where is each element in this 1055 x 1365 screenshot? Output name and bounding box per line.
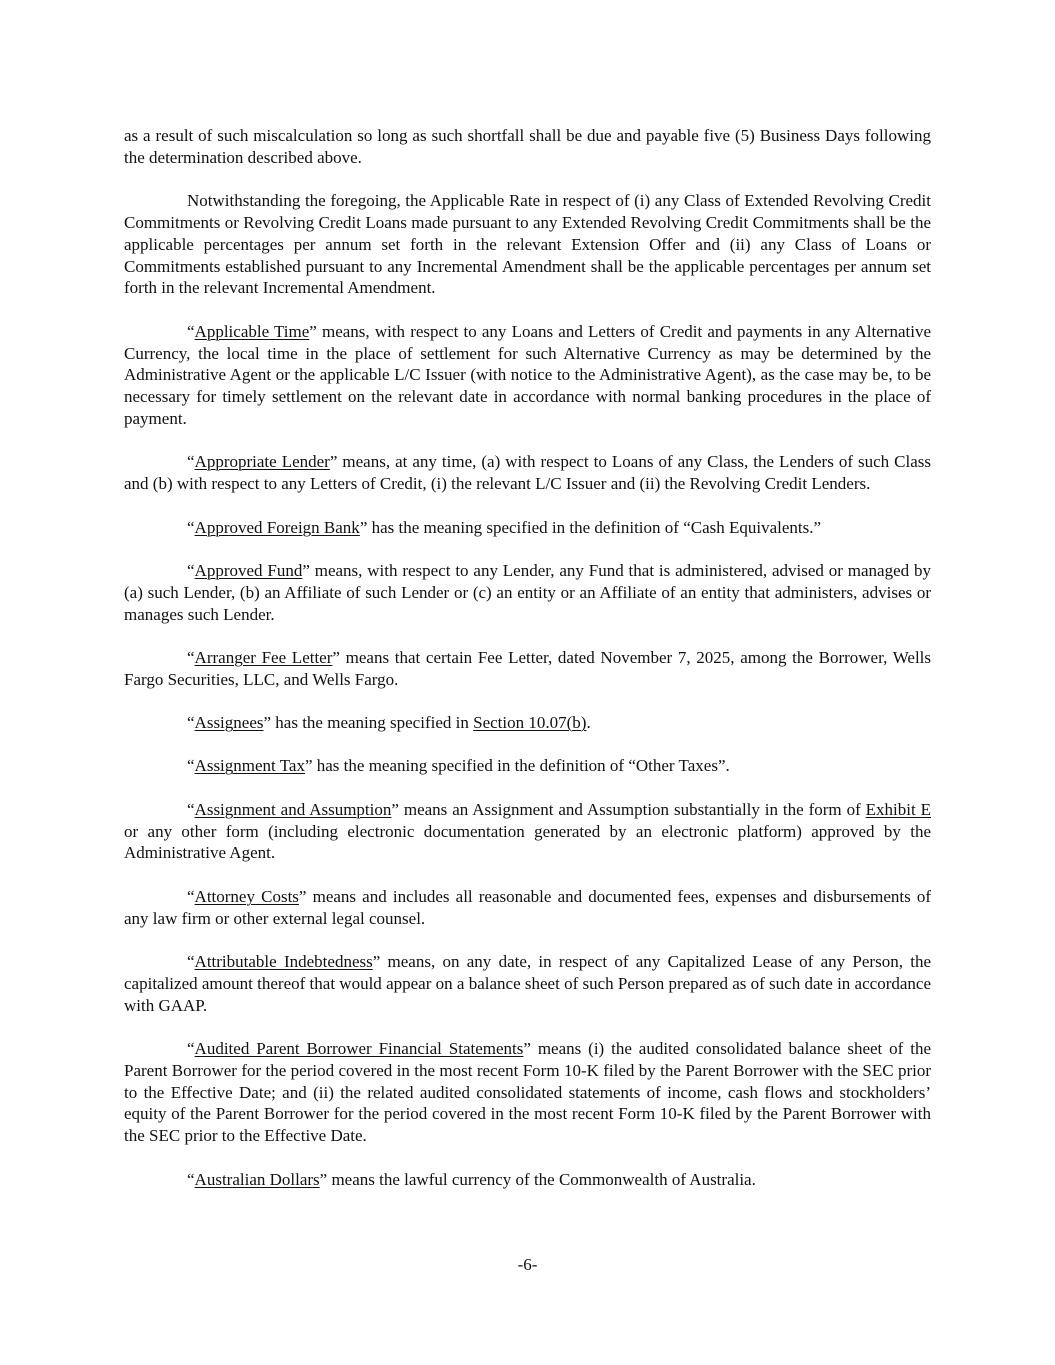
defined-term: Assignees [194,713,264,733]
definition-text: . [586,713,591,733]
document-page [124,125,931,1190]
open-quote: “ [187,952,195,972]
close-quote: ” [302,560,310,580]
page-number: -6- [517,1255,538,1274]
open-quote: “ [187,321,195,341]
definition-text: means the lawful currency of the Commonwealth of Australia. [327,1169,756,1189]
open-quote: “ [187,756,195,776]
definition-text: has the meaning specified in [271,713,474,733]
defined-term: Attorney Costs [194,886,299,906]
close-quote: ” [304,756,313,776]
close-quote: ” [332,647,340,667]
definition-text: has the meaning specified in the definition of “Other Taxes”. [312,756,730,776]
close-quote: ” [523,1039,531,1059]
definition-audited-parent-borrower-financial-statements [124,1038,931,1147]
definition-text: means, on any date, in respect of any Capitalized Lease of any Person, the capitalized amount thereof that would appear on a balance sheet of such Person prepared as of such date in accordance with GAAP. [124,952,931,1015]
definition-australian-dollars [124,1169,931,1191]
definition-text: means and includes all reasonable and documented fees, expenses and disbursements of any law firm or other external legal counsel. [124,886,932,928]
defined-term: Appropriate Lender [194,452,330,472]
close-quote: ” [309,321,317,341]
definition-text: means, with respect to any Lender, any Fund that is administered, advised or managed by (a) such Lender, (b) an Affiliate of such Lender or (c) an entity or an Affiliate of an entity that administers, advises or manages such Lender. [124,560,931,624]
open-quote: “ [187,647,195,667]
definition-assignees [124,712,931,734]
definition-approved-fund [124,560,931,625]
open-quote: “ [187,560,195,580]
definition-text: has the meaning specified in the definition of “Cash Equivalents.” [367,517,822,537]
definition-assignment-tax [124,755,931,777]
definition-applicable-time [124,321,931,430]
section-reference: Section 10.07(b) [473,713,587,733]
definition-arranger-fee-letter [124,647,931,691]
defined-term: Applicable Time [194,321,310,341]
definition-text: means, at any time, (a) with respect to Loans of any Class, the Lenders of such Class and (b) with respect to any Letters of Credit, (i) the relevant L/C Issuer and (ii) the Revolving Credit Lenders. [124,452,931,494]
paragraph-text: Notwithstanding the foregoing, the Applicable Rate in respect of (i) any Class of Extended Revolving Credit Commitments or Revolving Credit Loans made pursuant to any Extended Revolving Credit Commitments shall be the applicable percentages per annum set forth in the relevant Extension Offer and (ii) any Class of Loans or Commitments established pursuant to any Incremental Amendment shall be the applicable percentages per annum set forth in the relevant Incremental Amendment. [124,191,931,298]
close-quote: ” [372,952,381,972]
definition-appropriate-lender [124,451,931,495]
definition-text: means, with respect to any Loans and Letters of Credit and payments in any Alternative Currency, the local time in the place of settlement for such Alternative Currency as may be determined by the Administrative Agent or the applicable L/C Issuer (with notice to the Administrative Agent), as the case may be, to be necessary for timely settlement on the relevant date in accordance with normal banking procedures in the place of payment. [124,321,931,428]
close-quote: ” [319,1169,328,1189]
defined-term: Assignment Tax [194,756,305,776]
definition-text: means (i) the audited consolidated balance sheet of the Parent Borrower for the period covered in the most recent Form 10-K filed by the Parent Borrower with the SEC prior to the Effective Date; and (ii) the related audited consolidated statements of income, cash flows and stockholders’ equity of the Parent Borrower for the period covered in the most recent Form 10-K filed by the Parent Borrower with the SEC prior to the Effective Date. [124,1039,932,1146]
paragraph-continuation [124,125,931,169]
defined-term: Assignment and Assumption [194,799,392,819]
paragraph-text: as a result of such miscalculation so long as such shortfall shall be due and payable five (5) Business Days following the determination described above. [124,126,931,167]
definition-approved-foreign-bank [124,517,931,539]
open-quote: “ [187,1169,195,1189]
close-quote: ” [298,886,307,906]
open-quote: “ [187,799,195,819]
paragraph-applicable-rate-note [124,190,931,299]
definition-attorney-costs [124,886,931,930]
definition-text: means an Assignment and Assumption substantially in the form of [398,799,866,819]
definition-text: or any other form (including electronic documentation generated by an electronic platform) approved by the Administrative Agent. [124,821,931,863]
close-quote: ” [391,799,399,819]
close-quote: ” [359,517,368,537]
definition-attributable-indebtedness [124,951,931,1016]
close-quote: ” [263,713,272,733]
defined-term: Approved Fund [194,560,303,580]
defined-term: Audited Parent Borrower Financial Statements [194,1039,524,1059]
open-quote: “ [187,886,195,906]
open-quote: “ [187,713,195,733]
open-quote: “ [187,517,195,537]
open-quote: “ [187,452,195,472]
defined-term: Attributable Indebtedness [194,952,373,972]
close-quote: ” [329,452,338,472]
definition-assignment-and-assumption [124,799,931,864]
defined-term: Approved Foreign Bank [194,517,360,537]
definition-text: means that certain Fee Letter, dated November 7, 2025, among the Borrower, Wells Fargo Securities, LLC, and Wells Fargo. [124,647,932,689]
defined-term: Arranger Fee Letter [194,647,333,667]
open-quote: “ [187,1039,195,1059]
exhibit-reference: Exhibit E [865,799,931,819]
defined-term: Australian Dollars [194,1169,320,1189]
